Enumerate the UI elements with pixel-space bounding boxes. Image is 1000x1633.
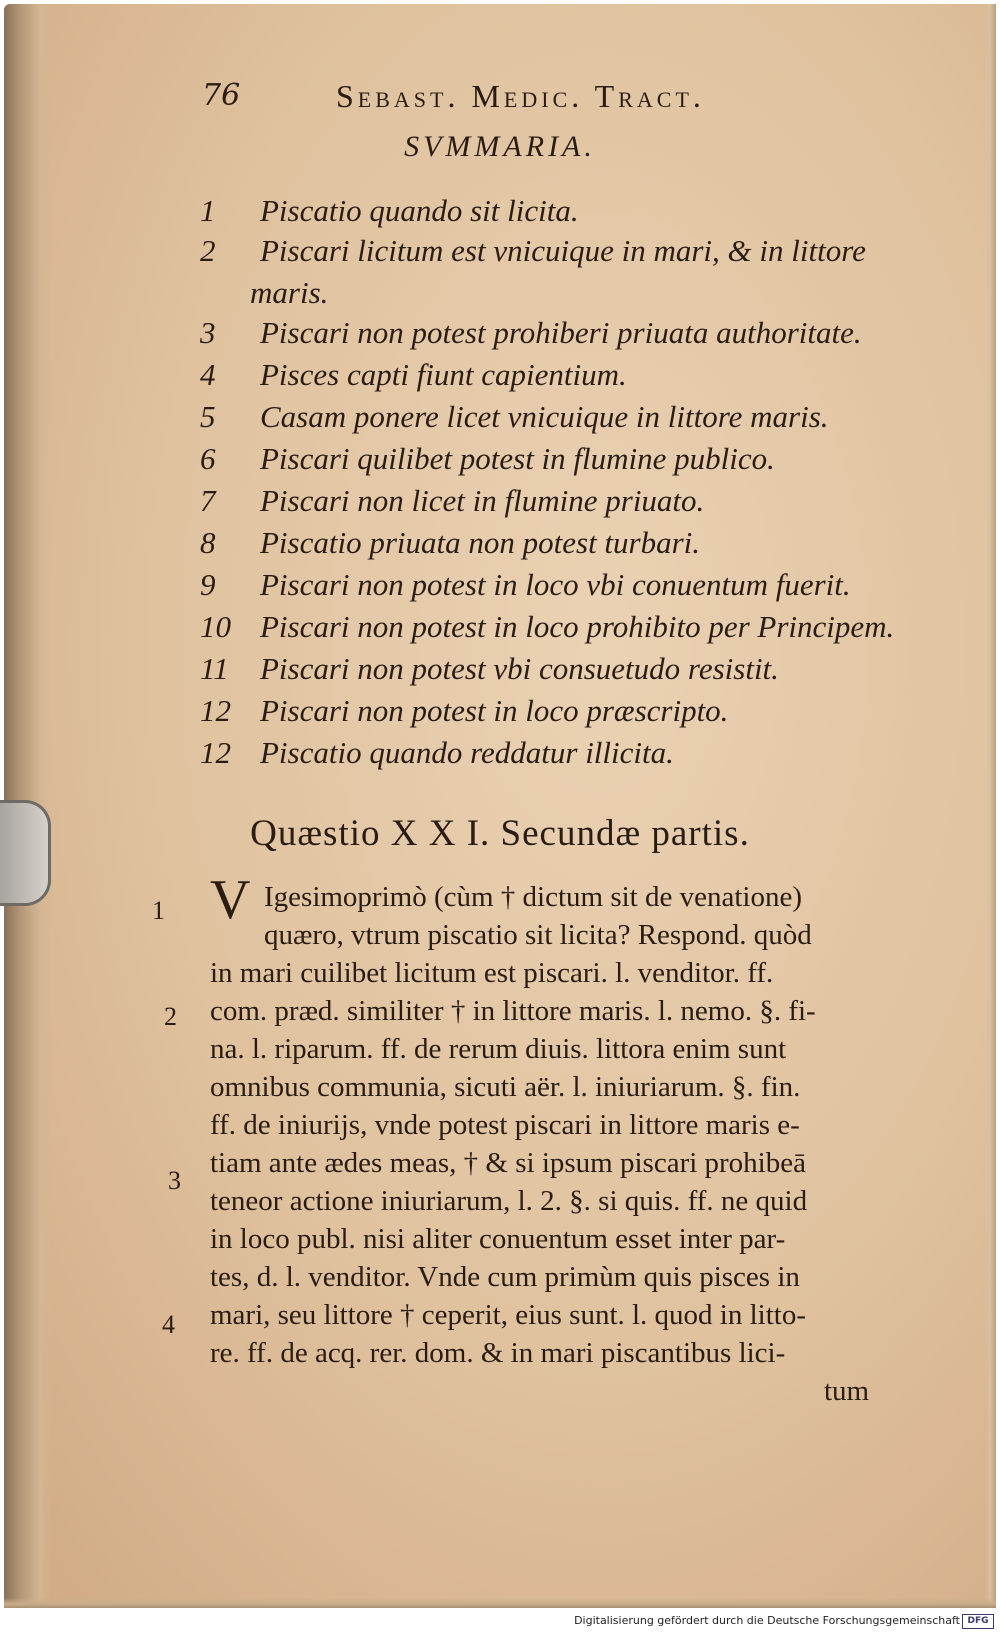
summaria-item-number: 2: [200, 233, 216, 268]
body-line: quæro, vtrum piscatio sit licita? Respond. quòd: [264, 919, 812, 951]
summaria-item-number: 7: [200, 483, 216, 518]
summaria-item-text: Piscari non potest in loco prohibito per Principem.: [260, 609, 895, 644]
summaria-item: [200, 606, 920, 648]
dfg-logo: DFG: [962, 1614, 994, 1629]
summaria-item-number: 4: [200, 357, 216, 392]
summaria-item-text: Piscari non potest in loco vbi conuentum fuerit.: [260, 567, 851, 602]
summaria-item-text: Piscari non licet in flumine priuato.: [260, 483, 705, 518]
summaria-item-number: 10: [200, 609, 231, 644]
body-line: in loco publ. nisi aliter conuentum esset inter par-: [210, 1223, 786, 1255]
summaria-item-number: 6: [200, 441, 216, 476]
digitization-footer: [0, 1608, 1000, 1633]
summaria-item: [200, 732, 920, 774]
body-line: ff. de iniurijs, vnde potest piscari in littore maris e-: [210, 1109, 800, 1141]
summaria-item-number: 3: [200, 315, 216, 350]
summaria-item-number: 1: [200, 193, 216, 228]
summaria-title: SVMMARIA.: [404, 130, 596, 163]
summaria-item: [200, 480, 920, 522]
body-line: re. ff. de acq. rer. dom. & in mari piscantibus lici-: [210, 1337, 786, 1369]
summaria-item-number: 12: [200, 693, 231, 728]
body-line: omnibus communia, sicuti aër. l. iniuriarum. §. fin.: [210, 1071, 801, 1103]
summaria-item: [200, 190, 920, 230]
summaria-item: [200, 312, 920, 354]
summaria-item-number: 12: [200, 735, 231, 770]
summaria-item-text: Piscari quilibet potest in flumine publico.: [260, 441, 775, 476]
page-edge-bottom: [4, 1598, 996, 1608]
summaria-item: [200, 690, 920, 732]
summaria-item: [200, 438, 920, 480]
summaria-item-text: Casam ponere licet vnicuique in littore maris.: [260, 399, 829, 434]
summaria-item-text: Piscari non potest vbi consuetudo resistit.: [260, 651, 779, 686]
running-head: Sebast. Medic. Tract.: [336, 78, 705, 114]
summaria-item: [200, 396, 920, 438]
margin-number: 2: [164, 1002, 177, 1031]
drop-capital: V: [210, 869, 251, 931]
body-line: tiam ante ædes meas, † & si ipsum piscari prohibeā: [210, 1147, 806, 1179]
summaria-item-text: Piscari licitum est vnicuique in mari, & in littore: [260, 233, 866, 268]
margin-number: 1: [152, 896, 165, 925]
summaria-item-text: Pisces capti fiunt capientium.: [260, 357, 627, 392]
summaria-item: [200, 230, 920, 312]
summaria-item-continuation: maris.: [250, 275, 329, 310]
margin-number: 3: [168, 1166, 181, 1195]
body-line: teneor actione iniuriarum, l. 2. §. si quis. ff. ne quid: [210, 1185, 808, 1217]
summaria-item-text: Piscatio quando sit licita.: [260, 193, 579, 228]
body-line: com. præd. similiter † in littore maris. l. nemo. §. fi-: [210, 995, 816, 1027]
summaria-item-text: Piscatio priuata non potest turbari.: [260, 525, 701, 560]
body-line: Igesimoprimò (cùm † dictum sit de venatione): [264, 881, 802, 913]
page-edge-right: [986, 4, 996, 1608]
catchword: tum: [824, 1375, 870, 1407]
body-line: mari, seu littore † ceperit, eius sunt. l. quod in litto-: [210, 1299, 807, 1331]
footer-credit: Digitalisierung gefördert durch die Deutsche Forschungsgemeinschaft: [574, 1614, 960, 1627]
summaria-item: [200, 564, 920, 606]
summaria-item: [200, 354, 920, 396]
summaria-item-number: 8: [200, 525, 216, 560]
page-number: 76: [202, 78, 241, 113]
body-line: na. l. riparum. ff. de rerum diuis. littora enim sunt: [210, 1033, 787, 1065]
summaria-item-text: Piscari non potest in loco præscripto.: [260, 693, 729, 728]
quaestio-title: Quæstio X X I. Secundæ partis.: [250, 813, 750, 854]
summaria-item-number: 9: [200, 567, 216, 602]
summaria-item: [200, 648, 920, 690]
summaria-list: [200, 190, 920, 774]
body-line: in mari cuilibet licitum est piscari. l. venditor. ff.: [210, 957, 774, 989]
summaria-item-number: 11: [200, 651, 229, 686]
body-line: tes, d. l. venditor. Vnde cum primùm quis pisces in: [210, 1261, 800, 1293]
summaria-item-text: Piscatio quando reddatur illicita.: [260, 735, 674, 770]
summaria-item-text: Piscari non potest prohiberi priuata authoritate.: [260, 315, 862, 350]
summaria-item: [200, 522, 920, 564]
margin-number: 4: [162, 1310, 175, 1339]
summaria-item-number: 5: [200, 399, 216, 434]
page-header: [0, 78, 1000, 122]
